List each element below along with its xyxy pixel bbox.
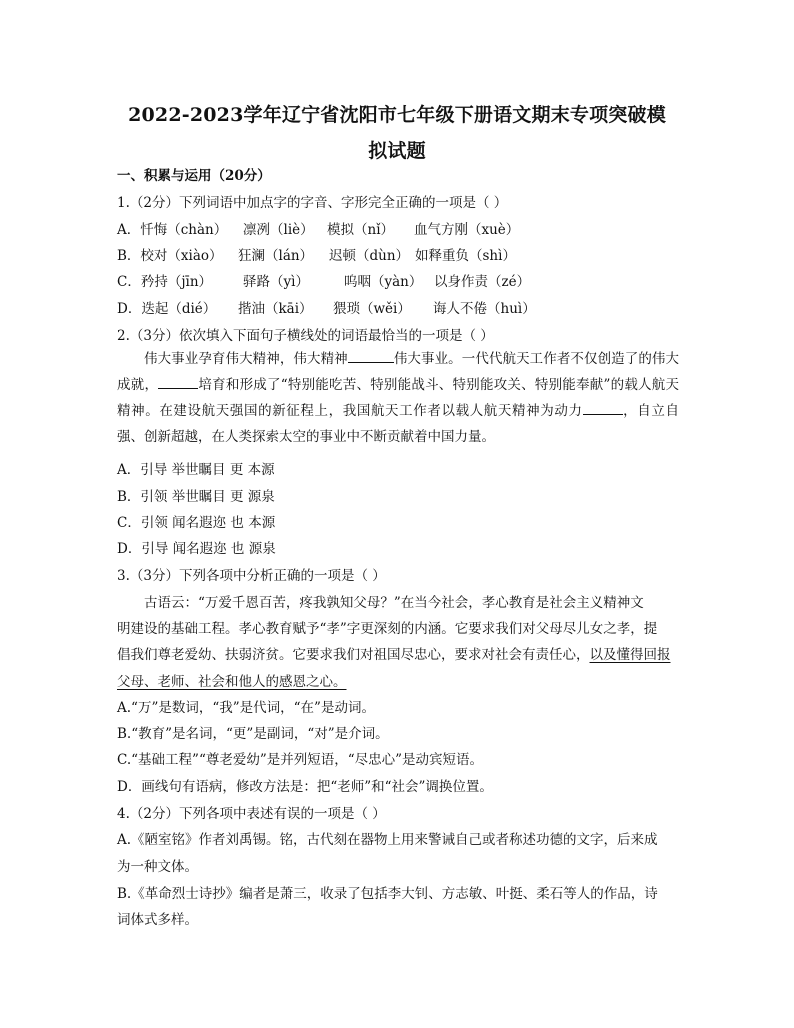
passage-text: 载人航天精神。在建设航天强国的新征程上，我国航天工作者以载人航天精神为动力 xyxy=(117,377,679,419)
question-3-option-b: B.“教育”是名词，“更”是副词，“对”是介词。 xyxy=(117,726,389,742)
option-word: 狂澜（lán） xyxy=(238,248,314,264)
fill-blank xyxy=(348,348,394,363)
passage-text: 自立自强、创新超越，在人类探索太空的事业中不断贡献着中国力量。 xyxy=(117,403,680,445)
question-2-passage xyxy=(117,346,679,450)
question-2-option-b: B．引领 举世瞩目 更 源泉 xyxy=(117,489,275,505)
option-word: A．忏悔（chàn） xyxy=(117,222,228,238)
question-1-option-d xyxy=(117,297,536,317)
question-2-stem: 2.（3分）依次填入下面句子横线处的词语最恰当的一项是（ ） xyxy=(117,328,494,344)
fill-blank xyxy=(583,400,623,415)
question-1-option-c xyxy=(117,270,530,290)
question-4-option-b-cont: 词体式多样。 xyxy=(117,912,198,928)
question-3-option-a: A.“万”是数词，“我”是代词，“在”是动词。 xyxy=(117,700,375,716)
question-4-option-a-cont: 为一种文体。 xyxy=(117,859,198,875)
underlined-sentence: 父母、老师、社会和他人的感恩之心。 xyxy=(117,674,347,690)
question-1-option-a xyxy=(117,218,519,238)
passage-text: 的伟大成就， xyxy=(117,351,680,393)
option-word: B．校对（xiào） xyxy=(117,248,223,264)
question-2-option-a: A．引导 举世瞩目 更 本源 xyxy=(117,462,275,478)
document-title-line-1: 2022-2023学年辽宁省沈阳市七年级下册语文期末专项突破模 xyxy=(128,104,666,126)
question-4-option-a: A.《陋室铭》作者刘禹锡。铭，古代刻在器物上用来警诫自己或者称述功德的文字，后来成 xyxy=(117,832,658,848)
question-4-stem: 4.（2分）下列各项中表述有误的一项是（ ） xyxy=(117,806,386,822)
option-word: 迟顿（dùn） xyxy=(329,248,410,264)
option-word: 呜咽（yàn） xyxy=(344,274,423,290)
section-heading: 一、积累与运用（20分） xyxy=(117,168,271,184)
document-title-line-2: 拟试题 xyxy=(368,140,426,162)
question-1-option-b xyxy=(117,244,516,264)
question-2-option-d: D．引导 闻名遐迩 也 源泉 xyxy=(117,541,276,557)
option-word: 揩油（kāi） xyxy=(238,301,313,317)
option-word: 模拟（nǐ） xyxy=(327,222,395,238)
passage-text: 倡我们尊老爱幼、扶弱济贫。它要求我们对祖国尽忠心，要求对社会有责任心， xyxy=(117,647,590,663)
option-word: 以身作责（zé） xyxy=(434,274,531,290)
passage-text: 伟大事业孕育伟大精神，伟大精神 xyxy=(144,351,348,367)
option-word: 诲人不倦（huì） xyxy=(433,301,536,317)
question-3-option-c: C.“基础工程”“尊老爱幼”是并列短语，“尽忠心”是动宾短语。 xyxy=(117,752,484,768)
option-word: 如释重负（shì） xyxy=(415,248,516,264)
question-3-passage-line: 明建设的基础工程。孝心教育赋予“孝”字更深刻的内涵。它要求我们对父母尽儿女之孝，提 xyxy=(117,621,658,637)
question-3-stem: 3.（3分）下列各项中分析正确的一项是（ ） xyxy=(117,568,386,584)
fill-blank xyxy=(158,374,198,389)
question-3-passage-line xyxy=(117,643,671,663)
question-2-option-c: C．引领 闻名遐迩 也 本源 xyxy=(117,515,276,531)
option-word: 驿路（yì） xyxy=(243,274,309,290)
question-3-passage-line: 古语云：“万爱千恩百苦，疼我孰知父母？”在当今社会，孝心教育是社会主义精神文 xyxy=(144,595,644,611)
option-word: D．迭起（dié） xyxy=(117,301,217,317)
passage-text: 培育和形成了“特别能吃苦、特别能战斗、特别能攻关、特别能奉献”的 xyxy=(198,377,625,393)
underlined-sentence: 以及懂得回报 xyxy=(589,647,671,663)
question-3-option-d: D．画线句有语病，修改方法是：把“老师”和“社会”调换位置。 xyxy=(117,779,493,795)
passage-text: 伟大事业。一代代航天工作者不仅创造了 xyxy=(393,351,639,367)
option-word: 凛冽（liè） xyxy=(243,222,314,238)
option-word: C．矜持（jīn） xyxy=(117,274,213,290)
option-word: 猥琐（wěi） xyxy=(333,301,411,317)
question-4-option-b: B.《革命烈士诗抄》编者是萧三，收录了包括李大钊、方志敏、叶挺、柔石等人的作品，诗 xyxy=(117,886,658,902)
option-word: 血气方刚（xuè） xyxy=(414,222,520,238)
passage-text: ， xyxy=(622,403,638,419)
question-1-stem: 1.（2分）下列词语中加点字的字音、字形完全正确的一项是（ ） xyxy=(117,195,508,211)
